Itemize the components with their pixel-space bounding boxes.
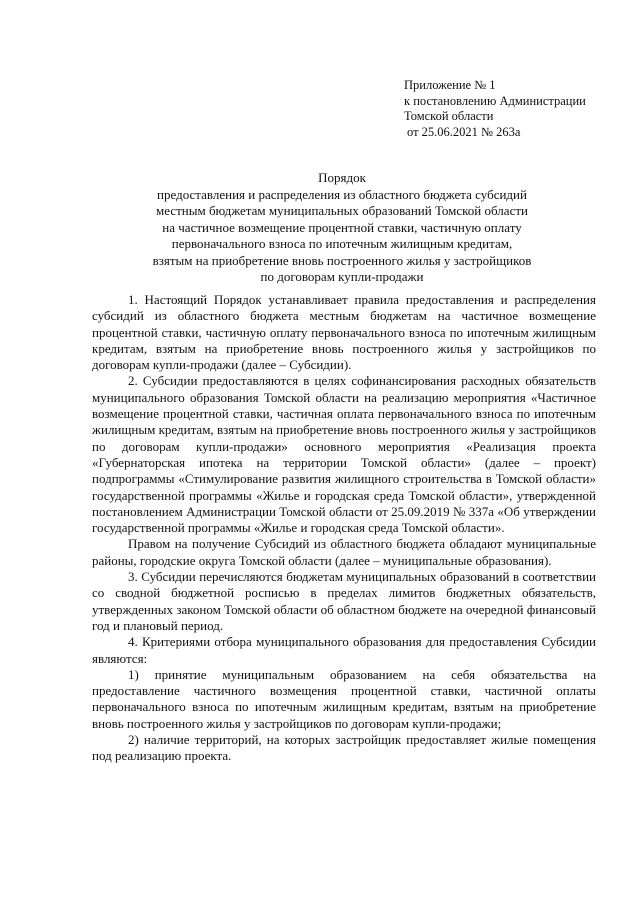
appendix-header: [404, 78, 586, 140]
paragraph-1: 1. Настоящий Порядок устанавливает правила предоставления и распределения субсидий из областного бюджета местным бюджетам на частичное возмещение процентной ставки, частичную оплату первоначального взноса по ипотечным жилищным кредитам, взятым на приобретение вновь построенного жилья у застройщиков по договорам купли-продажи (далее – Субсидии).: [92, 292, 596, 373]
paragraph-4-item-2: 2) наличие территорий, на которых застройщик предоставляет жилые помещения под реализацию проекта.: [92, 732, 596, 764]
appendix-resolution-ref: к постановлению Администрации: [404, 93, 586, 108]
appendix-region: Томской области: [404, 109, 494, 123]
title-line: взятым на приобретение вновь построенного жилья у застройщиков: [152, 252, 532, 268]
title-line: местным бюджетам муниципальных образований Томской области: [156, 203, 528, 218]
document-title: [92, 170, 592, 286]
paragraph-2-right: Правом на получение Субсидий из областного бюджета обладают муниципальные районы, городские округа Томской области (далее – муниципальные образования).: [92, 536, 596, 568]
paragraph-2: 2. Субсидии предоставляются в целях софинансирования расходных обязательств муниципального образования Томской области на реализацию мероприятия «Частичное возмещение процентной ставки, частичная оплата первоначального взноса по ипотечным жилищным кредитам, взятым на приобретение вновь построенного жилья у застройщиков по договорам купли-продажи» основного мероприятия «Реализация проекта «Губернаторская ипотека на территории Томской области» (далее – проект) подпрограммы «Стимулирование развития жилищного строительства в Томской области» государственной программы «Жилье и городская среда Томской области», утвержденной постановлением Администрации Томской области от 25.09.2019 № 337а «Об утверждении государственной программы «Жилье и городская среда Томской области».: [92, 373, 596, 536]
title-line: предоставления и распределения из областного бюджета субсидий: [157, 186, 527, 202]
title-heading: Порядок: [318, 170, 366, 185]
title-line: по договорам купли-продажи: [260, 269, 424, 284]
appendix-date: от 25.06.2021 № 263а: [407, 124, 521, 139]
paragraph-4: 4. Критериями отбора муниципального образования для предоставления Субсидии являются:: [92, 634, 596, 666]
paragraph-3: 3. Субсидии перечисляются бюджетам муниципальных образований в соответствии со сводной бюджетной росписью в пределах лимитов бюджетных обязательств, утвержденных законом Томской области об областном бюджете на очередной финансовый год и плановый период.: [92, 569, 596, 633]
paragraph-4-item-1: 1) принятие муниципальным образованием на себя обязательства на предоставление частичного возмещения процентной ставки, частичной оплаты первоначального взноса по ипотечным жилищным кредитам, взятым на приобретение вновь построенного жилья у застройщиков по договорам купли-продажи;: [92, 666, 596, 731]
document-body: [92, 292, 596, 765]
title-line: первоначального взноса по ипотечным жилищным кредитам,: [171, 236, 513, 251]
title-line: на частичное возмещение процентной ставки, частичную оплату: [162, 219, 522, 235]
appendix-number: Приложение № 1: [404, 78, 496, 92]
